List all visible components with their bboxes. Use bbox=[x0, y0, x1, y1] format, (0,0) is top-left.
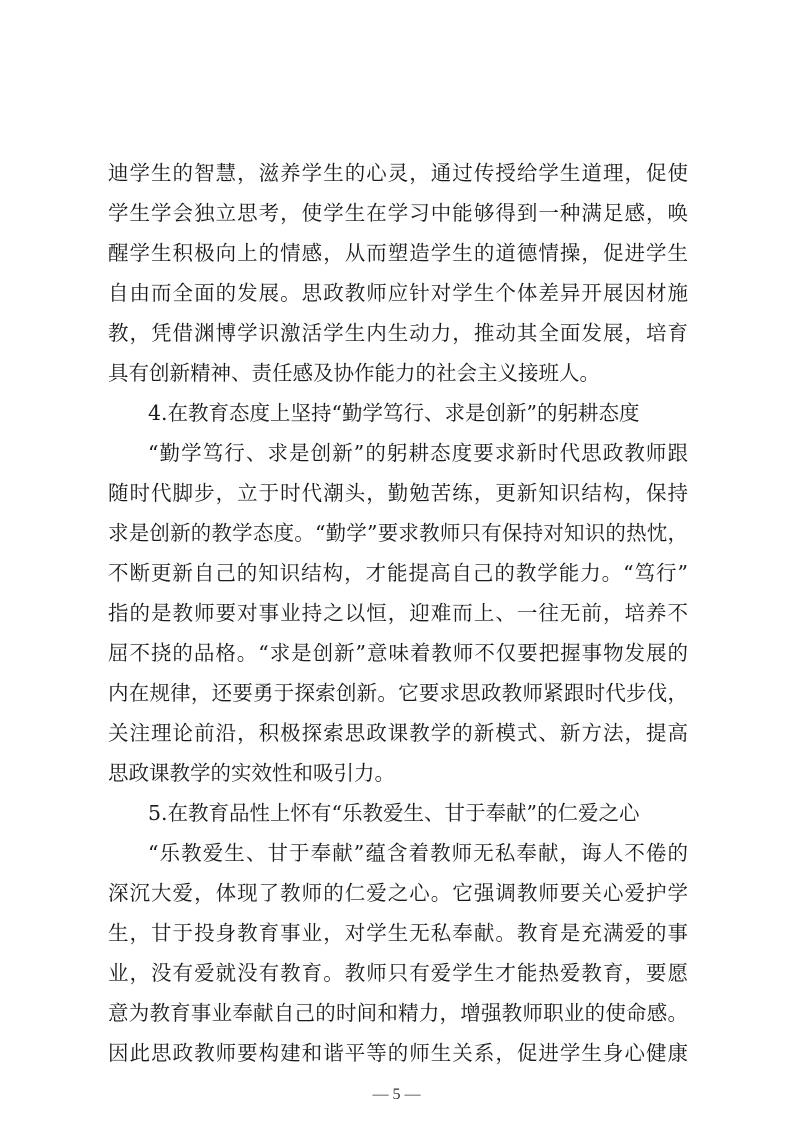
body-text-line: 关注理论前沿，积极探索思政课教学的新模式、新方法，提高 bbox=[108, 721, 688, 745]
body-text-line: 具有创新精神、责任感及协作能力的社会主义接班人。 bbox=[108, 361, 600, 385]
body-text-line: 随时代脚步，立于时代潮头，勤勉苦练，更新知识结构，保持 bbox=[108, 481, 688, 505]
body-text-line: 业，没有爱就没有教育。教师只有爱学生才能热爱教育，要愿 bbox=[108, 961, 688, 985]
body-text-line: 不断更新自己的知识结构，才能提高自己的教学能力。“笃行” bbox=[108, 561, 688, 585]
body-text-line: 屈不挠的品格。“求是创新”意味着教师不仅要把握事物发展的 bbox=[108, 641, 688, 665]
body-text-line: “勤学笃行、求是创新”的躬耕态度要求新时代思政教师跟 bbox=[148, 441, 688, 465]
body-text-line: 内在规律，还要勇于探索创新。它要求思政教师紧跟时代步伐， bbox=[108, 681, 688, 705]
body-text-line: 教，凭借渊博学识激活学生内生动力，推动其全面发展，培育 bbox=[108, 321, 688, 345]
body-text-line: 醒学生积极向上的情感，从而塑造学生的道德情操，促进学生 bbox=[108, 241, 688, 265]
section-heading-5: 5.在教育品性上怀有“乐教爱生、甘于奉献”的仁爱之心 bbox=[148, 801, 640, 825]
body-text-line: 指的是教师要对事业持之以恒，迎难而上、一往无前，培养不 bbox=[108, 601, 688, 625]
body-text-line: 自由而全面的发展。思政教师应针对学生个体差异开展因材施 bbox=[108, 281, 688, 305]
page-number: — 5 — bbox=[372, 1086, 421, 1103]
body-text-line: 迪学生的智慧，滋养学生的心灵，通过传授给学生道理，促使 bbox=[108, 161, 688, 185]
body-text-line: 因此思政教师要构建和谐平等的师生关系，促进学生身心健康 bbox=[108, 1041, 688, 1065]
section-heading-4: 4.在教育态度上坚持“勤学笃行、求是创新”的躬耕态度 bbox=[148, 401, 640, 425]
body-text-line: 求是创新的教学态度。“勤学”要求教师只有保持对知识的热忱， bbox=[108, 521, 688, 545]
body-text-line: 生，甘于投身教育事业，对学生无私奉献。教育是充满爱的事 bbox=[108, 921, 688, 945]
body-text-line: 思政课教学的实效性和吸引力。 bbox=[108, 761, 395, 785]
body-text-line: 学生学会独立思考，使学生在学习中能够得到一种满足感，唤 bbox=[108, 201, 688, 225]
body-text-line: 意为教育事业奉献自己的时间和精力，增强教师职业的使命感。 bbox=[108, 1001, 688, 1025]
body-text-line: 深沉大爱，体现了教师的仁爱之心。它强调教师要关心爱护学 bbox=[108, 881, 688, 905]
body-text-line: “乐教爱生、甘于奉献”蕴含着教师无私奉献，诲人不倦的 bbox=[148, 841, 688, 865]
